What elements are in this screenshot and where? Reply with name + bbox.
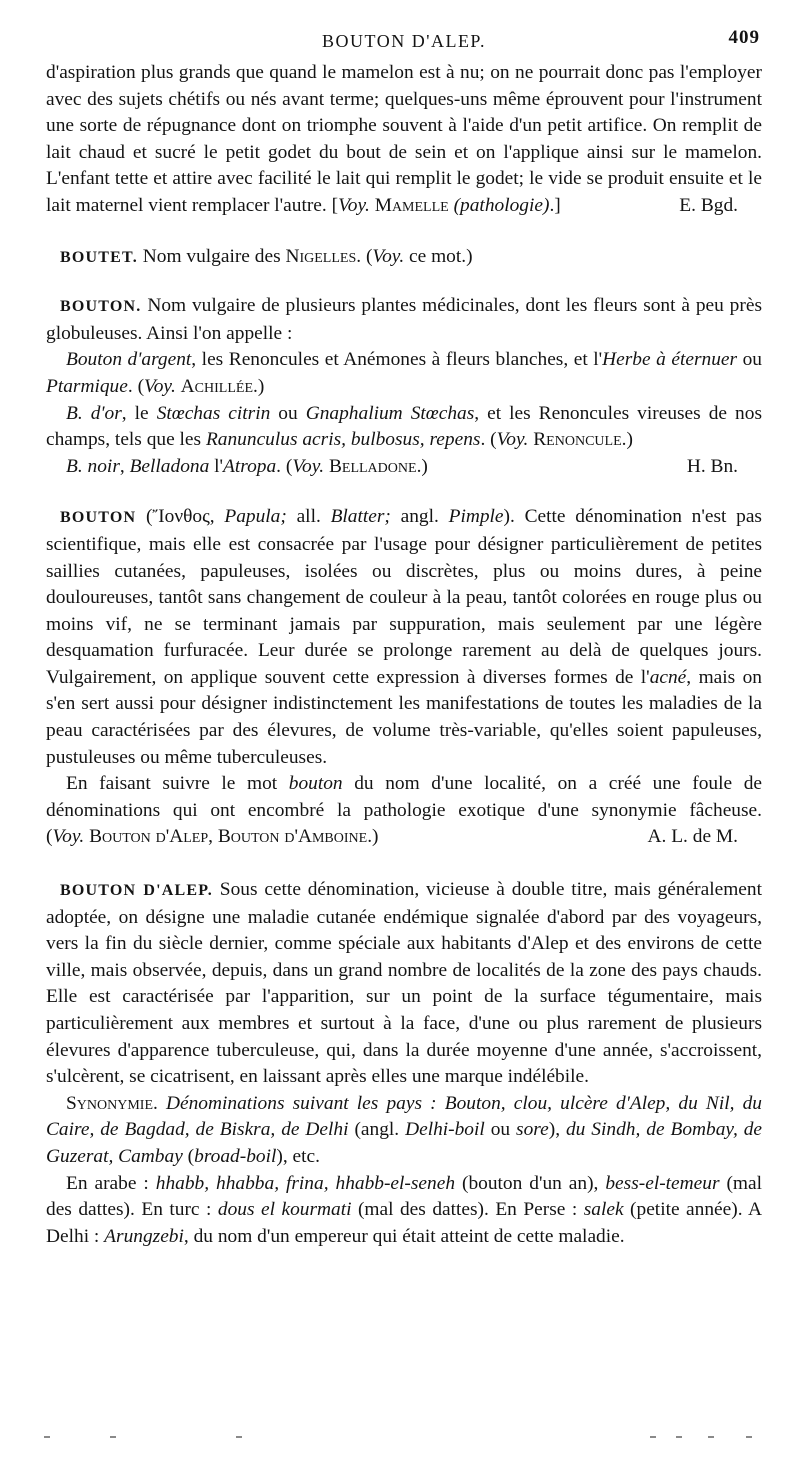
subentry-argent bbox=[46, 347, 762, 400]
author-signature: H. Bn. bbox=[686, 455, 738, 477]
continuation-paragraph bbox=[46, 60, 762, 220]
cross-reference: Renoncule bbox=[533, 429, 622, 451]
term: bouton bbox=[288, 773, 343, 795]
entry-text: angl. bbox=[390, 506, 449, 528]
entry-boutet bbox=[46, 244, 762, 272]
voy-ref: Voy. bbox=[496, 429, 529, 451]
term: Ranunculus acris, bulbosus, repens bbox=[205, 429, 481, 451]
entry-bouton-peau-para2 bbox=[46, 771, 762, 851]
entry-bouton-peau bbox=[46, 504, 762, 771]
subentry-noir bbox=[46, 454, 762, 481]
term: Atropa bbox=[223, 455, 277, 477]
entry-text: ce mot.) bbox=[404, 245, 473, 267]
entry-bouton-alep bbox=[46, 877, 762, 1091]
term: Dénominations suivant les pays : Bouton, clou, ulcère d'Alep, du Nil, du Caire, de Bagdad, de Biskra, de Delhi bbox=[46, 1092, 762, 1141]
author-signature: A. L. de M. bbox=[647, 826, 738, 848]
entry-text: l' bbox=[209, 455, 224, 477]
author-signature: E. Bgd. bbox=[679, 194, 738, 216]
continuation-text: d'aspiration plus grands que quand le mamelon est à nu; on ne pourrait donc pas l'employer avec des sujets chétifs ou nés avant terme; quelques-uns même éprouvent pour l'instrument une sorte de répugnance dont on triomphe souvent à l'aide d'un petit artifice. On remplit de lait chaud et sucré le petit godet du bout de sein et on l'applique ainsi sur le mamelon. L'enfant tette et attire avec facilité le lait qui remplit le godet; le vide se produit ensuite et le lait maternel vient remplacer l'autre. [ bbox=[46, 62, 762, 216]
voy-ref: Voy. bbox=[292, 455, 325, 477]
term: B. noir bbox=[66, 455, 120, 477]
running-title: BOUTON D'ALEP. bbox=[322, 31, 486, 51]
entry-text: all. bbox=[286, 506, 331, 528]
entry-text: . ( bbox=[480, 429, 497, 451]
entry-text: , et les Renoncules vireuses de nos champs, tels que les bbox=[46, 402, 762, 451]
cross-reference: Belladone bbox=[328, 455, 417, 477]
scan-mark bbox=[236, 1436, 242, 1438]
scan-mark bbox=[650, 1436, 656, 1438]
entry-text: ou bbox=[737, 349, 762, 371]
term: Belladona bbox=[129, 455, 210, 477]
term: hhabb, hhabba, frina, hhabb-el-seneh bbox=[155, 1172, 456, 1194]
entry-bouton-plante bbox=[46, 293, 762, 347]
punctuation: .) bbox=[621, 429, 633, 451]
entry-text: En arabe : bbox=[66, 1172, 156, 1194]
headword: BOUTON D'ALEP. bbox=[60, 882, 214, 900]
page bbox=[46, 28, 762, 1250]
term: Herbe à éternuer bbox=[602, 349, 738, 371]
voy-ref: Voy. bbox=[52, 826, 85, 848]
punctuation: .) bbox=[416, 455, 428, 477]
running-head bbox=[46, 28, 762, 60]
entry-text: Cette dénomination n'est pas scientifique, mais elle est consacrée par l'usage pour désigner particulièrement de petites saillies cutanées, papuleuses, isolées ou discrètes, plus ou moins dures, à peine douloureuses, tantôt sans changement de couleur à la peau, tantôt colorées en rouge plus ou moins vif, ne se terminant jamais par suppuration, mais seulement par une légère desquamation furfuracée. Leur durée se prolonge rarement au delà de quelques jours. Vulgairement, on applique souvent cette expression à diverses formes de l' bbox=[46, 506, 762, 688]
entry-text: (bouton d'un an), bbox=[455, 1172, 606, 1194]
entry-text: (angl. bbox=[348, 1119, 406, 1141]
term: bess-el-temeur bbox=[605, 1172, 720, 1194]
term: dous el kourmati bbox=[217, 1199, 352, 1221]
entry-text: du nom d'une localité, on a créé une foule de dénominations qui ont encombré la pathologie exotique d'une synonymie fâcheuse. ( bbox=[46, 773, 762, 848]
entry-text: , bbox=[119, 455, 130, 477]
scan-mark bbox=[676, 1436, 682, 1438]
term: B. d'or bbox=[66, 402, 122, 424]
voy-ref: Voy. bbox=[144, 375, 176, 397]
headword: BOUTET. bbox=[60, 248, 138, 266]
scan-footer-marks bbox=[40, 1436, 760, 1444]
entry-text: Nom vulgaire des bbox=[137, 245, 286, 267]
term: Stœchas citrin bbox=[156, 402, 271, 424]
entry-text: ). bbox=[503, 506, 515, 528]
entry-text: ), bbox=[548, 1119, 566, 1141]
entry-text: . ( bbox=[127, 375, 145, 397]
voy-ref: Voy. bbox=[372, 245, 405, 267]
term: Pimple bbox=[448, 506, 504, 528]
entry-text: ou bbox=[484, 1119, 517, 1141]
entry-text: , mais on s'en sert aussi pour désigner indistinctement les manifestations de toutes les maladies de la peau caractérisées par des élevures, de volume très-variable, qu'elles soient papuleuses, pustuleuses ou même tuberculeuses. bbox=[46, 666, 762, 768]
cross-reference: Bouton d'Alep bbox=[89, 826, 209, 848]
entry-text: ), etc. bbox=[276, 1145, 320, 1167]
entry-text: ( bbox=[182, 1145, 195, 1167]
entry-text: ou bbox=[270, 402, 306, 424]
punctuation: .] bbox=[549, 194, 561, 216]
cross-reference: Achillée bbox=[180, 375, 253, 397]
term: sore bbox=[516, 1119, 549, 1141]
entry-text: Sous cette dénomination, vicieuse à double titre, mais généralement adoptée, on désigne une maladie cutanée endémique signalée d'abord par des voyageurs, vers la fin du siècle dernier, comme spéciale aux habitants d'Alep et des environs de cette ville, mais observée, depuis, dans un grand nombre de localités de la zone des pays chauds. Elle est caractérisée par l'apparition, sur un point de la surface tégumentaire, mais particulièrement aux membres et surtout à la face, d'une ou plus rarement de plusieurs élevures d'apparence tuberculeuse, qui, dans la durée moyenne d'une année, s'accroissent, s'ulcèrent, se cicatrisent, en laissant après elles une marque indélébile. bbox=[46, 879, 762, 1088]
entry-text: . ( bbox=[276, 455, 293, 477]
entry-text: (mal des dattes). En Perse : bbox=[351, 1199, 584, 1221]
scan-mark bbox=[110, 1436, 116, 1438]
scan-mark bbox=[708, 1436, 714, 1438]
entry-text: En faisant suivre le mot bbox=[66, 773, 289, 795]
entry-text: (Ἴονθος, bbox=[136, 506, 225, 528]
cross-reference: Mamelle bbox=[374, 194, 449, 216]
headword: BOUTON. bbox=[60, 298, 142, 316]
page-number: 409 bbox=[728, 27, 760, 48]
term: salek bbox=[583, 1199, 624, 1221]
cross-reference: Nigelles bbox=[285, 245, 357, 267]
entry-text: , du nom d'un empereur qui était atteint de cette maladie. bbox=[183, 1225, 625, 1247]
punctuation: .) bbox=[367, 826, 379, 848]
cross-reference-qualifier: (pathologie) bbox=[453, 194, 550, 216]
entry-text: (petite année). A Delhi : bbox=[46, 1199, 762, 1247]
term: Gnaphalium Stœchas bbox=[305, 402, 475, 424]
entry-text: . ( bbox=[356, 245, 373, 267]
cross-reference: Bouton d'Amboine bbox=[217, 826, 368, 848]
synonymie-paragraph bbox=[46, 1091, 762, 1171]
headword: BOUTON bbox=[60, 509, 137, 527]
punctuation: .) bbox=[253, 375, 265, 397]
term: Bouton d'argent bbox=[66, 349, 192, 371]
term: Papula; bbox=[224, 506, 287, 528]
scan-mark bbox=[44, 1436, 50, 1438]
voy-ref: Voy. bbox=[338, 194, 370, 216]
subentry-or bbox=[46, 401, 762, 454]
section-label: Synonymie. bbox=[66, 1092, 158, 1114]
term: Blatter; bbox=[330, 506, 391, 528]
entry-text: , les Renoncules et Anémones à fleurs blanches, et l' bbox=[191, 349, 603, 371]
punctuation: , bbox=[208, 826, 218, 848]
term: acné bbox=[649, 666, 687, 688]
entry-text: Nom vulgaire de plusieurs plantes médicinales, dont les fleurs sont à peu près globuleuses. Ainsi l'on appelle : bbox=[46, 295, 762, 344]
scan-mark bbox=[746, 1436, 752, 1438]
entry-text: (mal des dattes). En turc : bbox=[46, 1172, 762, 1221]
term: Arungzebi bbox=[104, 1225, 184, 1247]
entry-text: , le bbox=[121, 402, 157, 424]
term: du Sindh, de Bombay, de Guzerat, Cambay bbox=[46, 1119, 763, 1167]
term: broad-boil bbox=[194, 1145, 277, 1167]
term: Delhi-boil bbox=[405, 1119, 485, 1141]
term: Ptarmique bbox=[46, 375, 128, 397]
languages-paragraph bbox=[46, 1171, 762, 1251]
